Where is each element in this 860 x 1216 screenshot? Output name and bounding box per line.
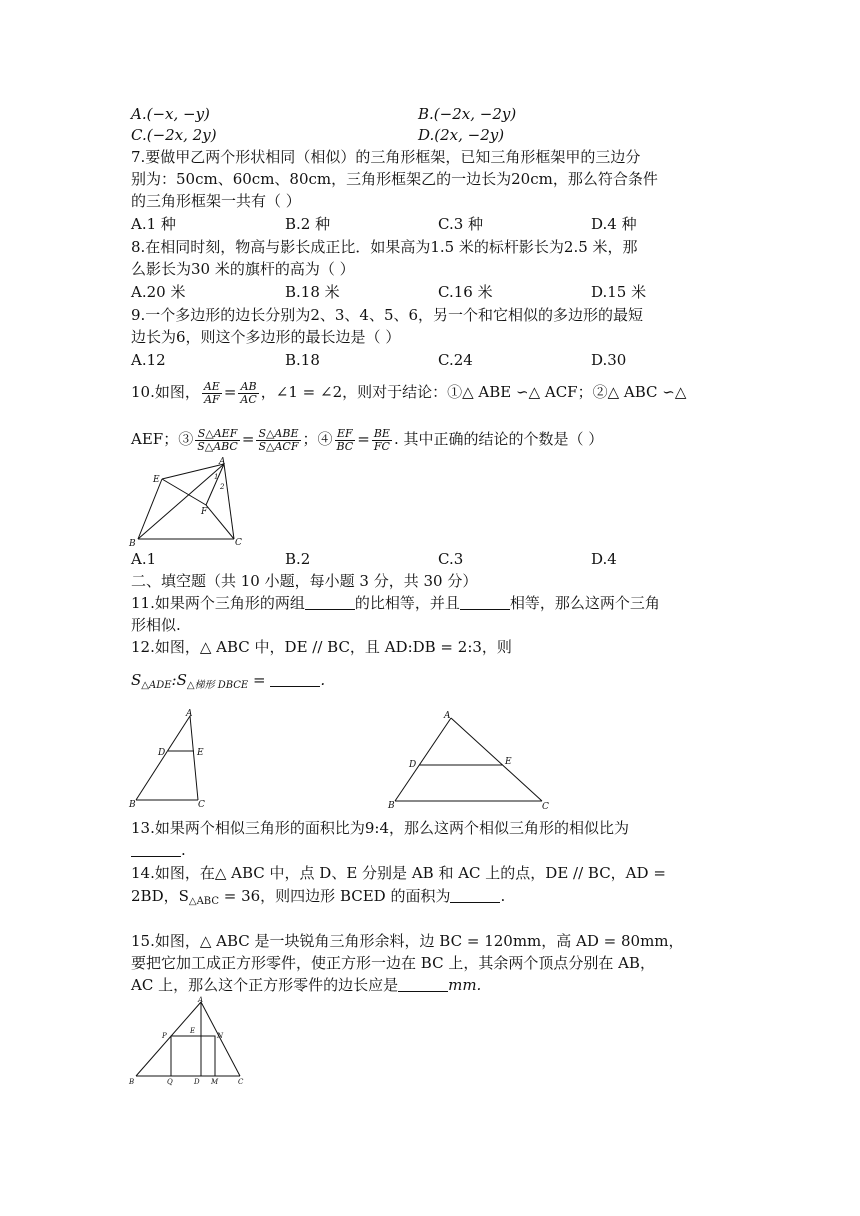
q14-blank[interactable] <box>450 888 500 903</box>
q10-option-b: B.2 <box>285 550 311 568</box>
q15-figure <box>128 996 253 1088</box>
q12-blank[interactable] <box>270 672 320 687</box>
q12s-label-a: A <box>186 709 193 719</box>
q12l-label-d: D <box>409 760 417 770</box>
q10-text-line2: AEF；③ $\frac{\text{S△AEF}}{\text{S△ABC}}$ = $\frac{\text{S△ABE}}{\text{S△ACF}}$ ；④ $\frac{EF}{BC}$ = $\frac{BE}{FC}$ . 其中正确的结论的个数是（ ） <box>131 426 604 453</box>
q13-text-line2: . <box>131 840 186 860</box>
q7-option-d: D.4 种 <box>591 215 637 233</box>
q10-fig-label-f: F <box>201 507 208 517</box>
q9-option-d: D.30 <box>591 351 627 369</box>
q10-figure <box>128 456 248 548</box>
q12l-label-e: E <box>505 757 512 767</box>
q10-fig-label-c: C <box>235 538 242 548</box>
q13-blank[interactable] <box>131 842 181 857</box>
q15-label-p: P <box>162 1032 167 1040</box>
q15-label-m: M <box>211 1078 219 1086</box>
q11-blank-1[interactable] <box>305 595 355 610</box>
q10-fig-label-angle2: 2 <box>220 483 225 491</box>
q12-text-line2: $S_{\triangle ADE}:S_{\triangle 梯形 DBCE}$ = . <box>131 671 326 691</box>
q15-blank[interactable] <box>398 977 448 992</box>
q12l-label-a: A <box>444 711 451 721</box>
q8-text-line1: 8.在相同时刻，物高与影长成正比．如果高为1.5 米的标杆影长为2.5 米，那 <box>131 238 638 256</box>
q7-option-a: A.1 种 <box>131 215 176 233</box>
q12s-label-c: C <box>198 800 205 810</box>
q10-option-c: C.3 <box>438 550 464 568</box>
q8-option-d: D.15 米 <box>591 283 647 301</box>
q11-text-line2: 形相似. <box>131 616 181 634</box>
q8-option-a: A.20 米 <box>131 283 186 301</box>
q6-option-d: D.(2x, −2y) <box>418 126 505 144</box>
q10-option-a: A.1 <box>131 550 157 568</box>
q10-frac-ae-af: $\frac{AE}{AF}$ <box>203 379 220 406</box>
q12s-label-d: D <box>158 748 166 758</box>
q14-text-line1: 14.如图，在△ ABC 中，点 D、E 分别是 AB 和 AC 上的点，DE // BC，AD = <box>131 864 666 882</box>
q10-frac-s-aef-abc: $\frac{\text{S△AEF}}{\text{S△ABC}}$ <box>197 426 238 453</box>
q10-frac-ef-bc: $\frac{EF}{BC}$ <box>336 426 354 453</box>
q9-option-b: B.18 <box>285 351 320 369</box>
q15-label-a: A <box>198 996 204 1004</box>
q9-option-c: C.24 <box>438 351 473 369</box>
q10-fig-label-b: B <box>129 539 136 549</box>
q6-option-b: B.(−2x, −2y) <box>418 105 517 123</box>
q8-option-c: C.16 米 <box>438 283 493 301</box>
q11-blank-2[interactable] <box>460 595 510 610</box>
q15-label-e: E <box>190 1027 196 1035</box>
q15-text-line1: 15.如图，△ ABC 是一块锐角三角形余料，边 BC = 120mm，高 AD = 80mm， <box>131 932 684 950</box>
q10-option-d: D.4 <box>591 550 617 568</box>
q12-figure-large <box>385 708 560 812</box>
q7-option-b: B.2 种 <box>285 215 331 233</box>
q10-text-line1: 10.如图， $\frac{AE}{AF}$ = $\frac{AB}{AC}$ ，∠1 = ∠2，则对于结论：①△ ABE ∽△ ACF；②△ ABC ∽△ <box>131 379 687 406</box>
q9-text-line1: 9.一个多边形的边长分别为2、3、4、5、6，另一个和它相似的多边形的最短 <box>131 306 644 324</box>
q7-option-c: C.3 种 <box>438 215 484 233</box>
q10-frac-s-abe-acf: $\frac{\text{S△ABE}}{\text{S△ACF}}$ <box>258 426 299 453</box>
q6-option-c: C.(−2x, 2y) <box>131 126 217 144</box>
q14-text-line2: 2BD，$S_{\triangle ABC} = 36$，则四边形 BCED 的面积为 . <box>131 887 506 907</box>
q9-option-a: A.12 <box>131 351 166 369</box>
q15-text-line2: 要把它加工成正方形零件，使正方形一边在 BC 上，其余两个顶点分别在 AB， <box>131 954 655 972</box>
q12s-label-b: B <box>129 800 136 810</box>
q10-fig-label-a: A <box>219 457 226 467</box>
q10-fig-label-e: E <box>153 475 160 485</box>
q9-text-line2: 边长为6，则这个多边形的最长边是（ ） <box>131 328 401 346</box>
q8-text-line2: 么影长为30 米的旗杆的高为（ ） <box>131 260 355 278</box>
q7-text-line3: 的三角形框架一共有（ ） <box>131 192 301 210</box>
q15-text-line3: AC 上，那么这个正方形零件的边长应是 mm. <box>131 976 482 994</box>
q7-text-line1: 7.要做甲乙两个形状相同（相似）的三角形框架，已知三角形框架甲的三边分 <box>131 148 641 166</box>
q15-label-n: N <box>217 1032 224 1040</box>
q12l-label-c: C <box>542 802 549 812</box>
q12s-label-e: E <box>197 748 204 758</box>
q15-label-b: B <box>129 1078 135 1086</box>
q6-option-a: A.(−x, −y) <box>131 105 210 123</box>
q15-label-d: D <box>194 1078 200 1086</box>
q12-figure-small <box>128 708 213 810</box>
q11-text-line1: 11.如果两个三角形的两组 的比相等，并且 相等，那么这两个三角 <box>131 594 660 612</box>
q15-label-c: C <box>238 1078 244 1086</box>
q7-text-line2: 别为：50cm、60cm、80cm，三角形框架乙的一边长为20cm，那么符合条件 <box>131 170 658 188</box>
q12-text-line1: 12.如图，△ ABC 中，DE // BC，且 AD:DB = 2:3，则 <box>131 638 512 656</box>
q8-option-b: B.18 米 <box>285 283 340 301</box>
q10-frac-be-fc: $\frac{BE}{FC}$ <box>373 426 390 453</box>
q10-fig-label-angle1: 1 <box>214 473 219 481</box>
q15-label-q: Q <box>167 1078 173 1086</box>
q13-text-line1: 13.如果两个相似三角形的面积比为9:4，那么这两个相似三角形的相似比为 <box>131 819 629 837</box>
section-2-heading: 二、填空题（共 10 小题，每小题 3 分，共 30 分） <box>131 572 478 590</box>
q12l-label-b: B <box>388 801 395 811</box>
q10-frac-ab-ac: $\frac{AB}{AC}$ <box>240 379 257 406</box>
